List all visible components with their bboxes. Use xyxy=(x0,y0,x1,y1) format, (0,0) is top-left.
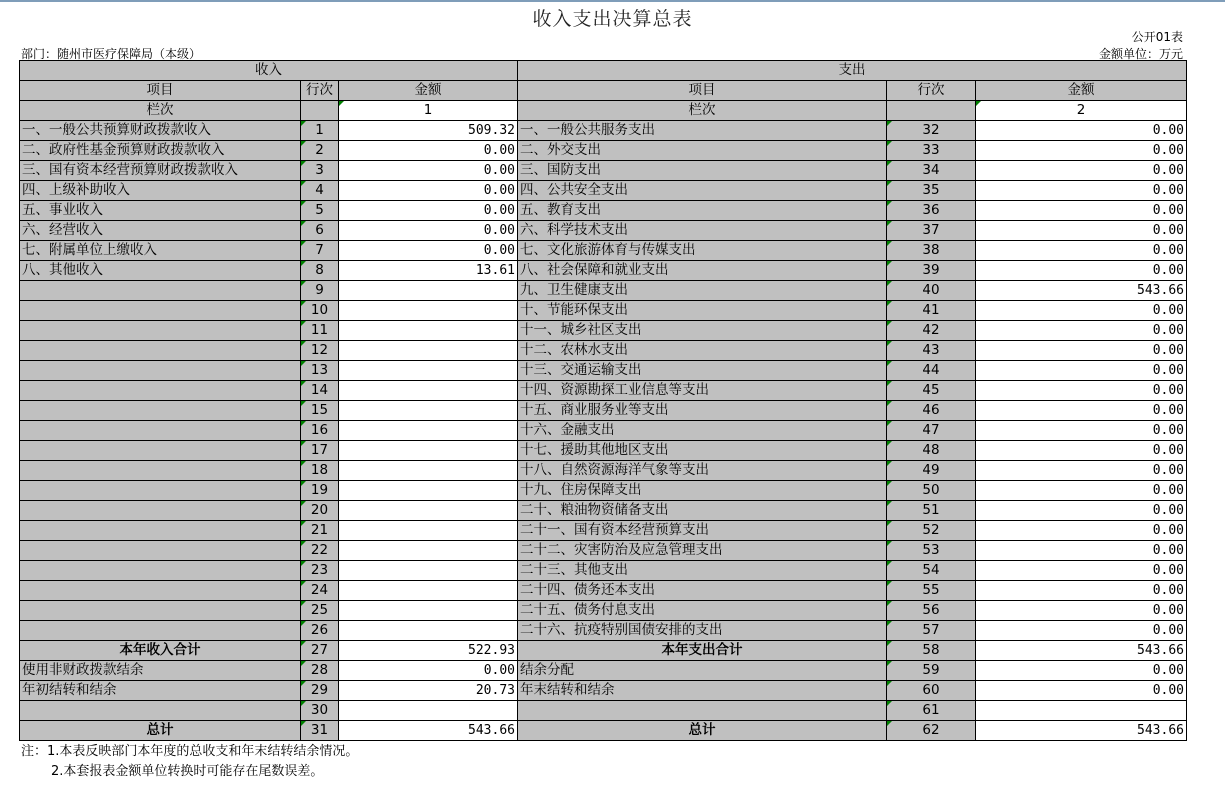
table-row xyxy=(20,161,1187,181)
income-amount-cell xyxy=(339,601,518,621)
income-item-header: 项目 xyxy=(20,81,301,101)
expense-rowno-cell: 42 xyxy=(887,321,976,341)
income-rowno-cell: 18 xyxy=(301,461,339,481)
expense-rowno-cell: 46 xyxy=(887,401,976,421)
expense-rowno-cell: 57 xyxy=(887,621,976,641)
income-rowno-cell: 24 xyxy=(301,581,339,601)
income-amount-cell: 0.00 xyxy=(339,181,518,201)
expense-item-cell: 二十一、国有资本经营预算支出 xyxy=(518,521,887,541)
expense-item-cell: 总计 xyxy=(518,721,887,741)
expense-item-cell: 三、国防支出 xyxy=(518,161,887,181)
expense-column-rowno xyxy=(887,101,976,121)
income-amount-cell xyxy=(339,561,518,581)
expense-amount-cell: 543.66 xyxy=(976,721,1187,741)
income-amount-cell xyxy=(339,521,518,541)
expense-amount-header: 金额 xyxy=(976,81,1187,101)
income-amount-cell: 0.00 xyxy=(339,241,518,261)
expense-amount-cell: 0.00 xyxy=(976,381,1187,401)
expense-amount-cell: 0.00 xyxy=(976,441,1187,461)
expense-rowno-cell: 50 xyxy=(887,481,976,501)
expense-rowno-cell: 43 xyxy=(887,341,976,361)
expense-rowno-cell: 55 xyxy=(887,581,976,601)
expense-amount-cell: 0.00 xyxy=(976,261,1187,281)
expense-header: 支出 xyxy=(518,61,1187,81)
income-amount-cell xyxy=(339,341,518,361)
income-item-cell xyxy=(20,301,301,321)
income-rowno-cell: 28 xyxy=(301,661,339,681)
expense-column-index: 2 xyxy=(976,101,1187,121)
income-rowno-cell: 17 xyxy=(301,441,339,461)
income-rowno-cell: 11 xyxy=(301,321,339,341)
expense-rowno-cell: 49 xyxy=(887,461,976,481)
income-rowno-cell: 29 xyxy=(301,681,339,701)
expense-item-cell: 十三、交通运输支出 xyxy=(518,361,887,381)
income-item-cell xyxy=(20,361,301,381)
expense-item-cell: 七、文化旅游体育与传媒支出 xyxy=(518,241,887,261)
expense-amount-cell: 0.00 xyxy=(976,341,1187,361)
expense-item-cell: 八、社会保障和就业支出 xyxy=(518,261,887,281)
expense-item-cell: 二十六、抗疫特别国债安排的支出 xyxy=(518,621,887,641)
expense-rowno-cell: 60 xyxy=(887,681,976,701)
expense-amount-cell: 0.00 xyxy=(976,401,1187,421)
expense-item-cell: 四、公共安全支出 xyxy=(518,181,887,201)
expense-rowno-cell: 48 xyxy=(887,441,976,461)
expense-item-cell: 十七、援助其他地区支出 xyxy=(518,441,887,461)
expense-amount-cell: 0.00 xyxy=(976,321,1187,341)
expense-item-cell: 十、节能环保支出 xyxy=(518,301,887,321)
income-amount-header: 金额 xyxy=(339,81,518,101)
income-item-cell: 本年收入合计 xyxy=(20,641,301,661)
expense-rowno-cell: 32 xyxy=(887,121,976,141)
footnote-1: 注：1.本表反映部门本年度的总收支和年末结转结余情况。 xyxy=(21,744,359,759)
expense-item-cell: 六、科学技术支出 xyxy=(518,221,887,241)
expense-amount-cell: 0.00 xyxy=(976,301,1187,321)
income-item-cell xyxy=(20,341,301,361)
table-row xyxy=(20,401,1187,421)
income-amount-cell: 522.93 xyxy=(339,641,518,661)
income-rowno-cell: 27 xyxy=(301,641,339,661)
table-row xyxy=(20,241,1187,261)
income-rowno-cell: 22 xyxy=(301,541,339,561)
expense-rowno-cell: 40 xyxy=(887,281,976,301)
income-item-cell xyxy=(20,581,301,601)
income-amount-cell xyxy=(339,621,518,641)
income-item-cell xyxy=(20,281,301,301)
expense-amount-cell: 0.00 xyxy=(976,561,1187,581)
income-rowno-header: 行次 xyxy=(301,81,339,101)
expense-rowno-cell: 56 xyxy=(887,601,976,621)
income-rowno-cell: 12 xyxy=(301,341,339,361)
income-rowno-cell: 9 xyxy=(301,281,339,301)
expense-item-cell: 二十四、债务还本支出 xyxy=(518,581,887,601)
income-header: 收入 xyxy=(20,61,518,81)
income-expense-table xyxy=(19,60,1187,741)
table-row xyxy=(20,461,1187,481)
income-rowno-cell: 13 xyxy=(301,361,339,381)
income-item-cell xyxy=(20,461,301,481)
income-item-cell xyxy=(20,401,301,421)
table-row xyxy=(20,381,1187,401)
income-amount-cell: 0.00 xyxy=(339,661,518,681)
income-amount-cell xyxy=(339,541,518,561)
income-rowno-cell: 16 xyxy=(301,421,339,441)
expense-item-header: 项目 xyxy=(518,81,887,101)
expense-item-cell: 二、外交支出 xyxy=(518,141,887,161)
expense-rowno-cell: 62 xyxy=(887,721,976,741)
expense-item-cell: 结余分配 xyxy=(518,661,887,681)
income-item-cell xyxy=(20,501,301,521)
expense-rowno-cell: 34 xyxy=(887,161,976,181)
income-item-cell: 六、经营收入 xyxy=(20,221,301,241)
expense-rowno-cell: 41 xyxy=(887,301,976,321)
table-row xyxy=(20,541,1187,561)
expense-item-cell: 十九、住房保障支出 xyxy=(518,481,887,501)
income-item-cell: 五、事业收入 xyxy=(20,201,301,221)
footnote-2: 2.本套报表金额单位转换时可能存在尾数误差。 xyxy=(51,764,324,779)
income-amount-cell xyxy=(339,401,518,421)
income-item-cell: 二、政府性基金预算财政拨款收入 xyxy=(20,141,301,161)
expense-rowno-cell: 53 xyxy=(887,541,976,561)
table-row xyxy=(20,701,1187,721)
income-column-index: 1 xyxy=(339,101,518,121)
expense-rowno-cell: 38 xyxy=(887,241,976,261)
income-rowno-cell: 4 xyxy=(301,181,339,201)
income-amount-cell xyxy=(339,281,518,301)
expense-amount-cell: 0.00 xyxy=(976,201,1187,221)
income-rowno-cell: 21 xyxy=(301,521,339,541)
income-amount-cell xyxy=(339,481,518,501)
income-item-cell xyxy=(20,541,301,561)
expense-amount-cell: 0.00 xyxy=(976,521,1187,541)
expense-item-cell xyxy=(518,701,887,721)
income-item-cell xyxy=(20,521,301,541)
expense-amount-cell: 543.66 xyxy=(976,281,1187,301)
income-rowno-cell: 10 xyxy=(301,301,339,321)
table-row xyxy=(20,261,1187,281)
income-item-cell xyxy=(20,381,301,401)
income-item-cell xyxy=(20,481,301,501)
income-item-cell xyxy=(20,621,301,641)
income-amount-cell xyxy=(339,321,518,341)
table-row xyxy=(20,221,1187,241)
income-item-cell: 八、其他收入 xyxy=(20,261,301,281)
expense-amount-cell: 0.00 xyxy=(976,461,1187,481)
income-amount-cell xyxy=(339,381,518,401)
expense-item-cell: 年末结转和结余 xyxy=(518,681,887,701)
expense-amount-cell: 543.66 xyxy=(976,641,1187,661)
income-item-cell xyxy=(20,441,301,461)
expense-amount-cell: 0.00 xyxy=(976,621,1187,641)
department-label: 部门：随州市医疗保障局（本级） xyxy=(21,47,202,61)
income-amount-cell: 0.00 xyxy=(339,141,518,161)
income-amount-cell: 20.73 xyxy=(339,681,518,701)
income-item-cell xyxy=(20,701,301,721)
table-row xyxy=(20,181,1187,201)
income-rowno-cell: 30 xyxy=(301,701,339,721)
table-row xyxy=(20,521,1187,541)
table-row xyxy=(20,721,1187,741)
income-amount-cell: 543.66 xyxy=(339,721,518,741)
expense-item-cell: 十四、资源勘探工业信息等支出 xyxy=(518,381,887,401)
expense-amount-cell: 0.00 xyxy=(976,661,1187,681)
income-item-cell xyxy=(20,601,301,621)
income-rowno-cell: 6 xyxy=(301,221,339,241)
income-rowno-cell: 25 xyxy=(301,601,339,621)
income-amount-cell: 0.00 xyxy=(339,221,518,241)
expense-item-cell: 十六、金融支出 xyxy=(518,421,887,441)
table-row xyxy=(20,501,1187,521)
table-row xyxy=(20,681,1187,701)
income-rowno-cell: 20 xyxy=(301,501,339,521)
income-amount-cell xyxy=(339,421,518,441)
income-rowno-cell: 3 xyxy=(301,161,339,181)
expense-item-cell: 二十三、其他支出 xyxy=(518,561,887,581)
income-rowno-cell: 15 xyxy=(301,401,339,421)
expense-rowno-cell: 33 xyxy=(887,141,976,161)
table-row xyxy=(20,421,1187,441)
income-rowno-cell: 8 xyxy=(301,261,339,281)
expense-item-cell: 本年支出合计 xyxy=(518,641,887,661)
table-row xyxy=(20,641,1187,661)
expense-amount-cell: 0.00 xyxy=(976,481,1187,501)
income-rowno-cell: 23 xyxy=(301,561,339,581)
table-row xyxy=(20,201,1187,221)
expense-amount-cell: 0.00 xyxy=(976,121,1187,141)
expense-item-cell: 十二、农林水支出 xyxy=(518,341,887,361)
expense-item-cell: 二十、粮油物资储备支出 xyxy=(518,501,887,521)
unit-label: 金额单位：万元 xyxy=(1098,47,1183,61)
income-amount-cell: 0.00 xyxy=(339,201,518,221)
table-row xyxy=(20,621,1187,641)
table-row xyxy=(20,601,1187,621)
expense-amount-cell: 0.00 xyxy=(976,181,1187,201)
income-amount-cell xyxy=(339,501,518,521)
income-amount-cell xyxy=(339,581,518,601)
income-item-cell: 使用非财政拨款结余 xyxy=(20,661,301,681)
table-row xyxy=(20,481,1187,501)
income-amount-cell: 509.32 xyxy=(339,121,518,141)
expense-item-cell: 一、一般公共服务支出 xyxy=(518,121,887,141)
expense-item-cell: 二十二、灾害防治及应急管理支出 xyxy=(518,541,887,561)
income-item-cell xyxy=(20,421,301,441)
expense-amount-cell: 0.00 xyxy=(976,221,1187,241)
table-row xyxy=(20,121,1187,141)
table-row xyxy=(20,581,1187,601)
income-rowno-cell: 19 xyxy=(301,481,339,501)
income-amount-cell xyxy=(339,441,518,461)
expense-rowno-cell: 59 xyxy=(887,661,976,681)
expense-rowno-cell: 47 xyxy=(887,421,976,441)
income-column-label: 栏次 xyxy=(20,101,301,121)
income-item-cell xyxy=(20,321,301,341)
income-rowno-cell: 1 xyxy=(301,121,339,141)
table-row xyxy=(20,661,1187,681)
expense-rowno-cell: 36 xyxy=(887,201,976,221)
income-amount-cell xyxy=(339,301,518,321)
income-amount-cell xyxy=(339,461,518,481)
income-item-cell: 七、附属单位上缴收入 xyxy=(20,241,301,261)
table-row xyxy=(20,341,1187,361)
expense-rowno-cell: 44 xyxy=(887,361,976,381)
income-rowno-cell: 31 xyxy=(301,721,339,741)
expense-rowno-header: 行次 xyxy=(887,81,976,101)
expense-item-cell: 十五、商业服务业等支出 xyxy=(518,401,887,421)
income-rowno-cell: 26 xyxy=(301,621,339,641)
table-row xyxy=(20,141,1187,161)
footnotes xyxy=(21,742,358,782)
table-row xyxy=(20,281,1187,301)
table-row xyxy=(20,301,1187,321)
expense-rowno-cell: 61 xyxy=(887,701,976,721)
expense-amount-cell: 0.00 xyxy=(976,501,1187,521)
expense-amount-cell xyxy=(976,701,1187,721)
table-row xyxy=(20,441,1187,461)
expense-amount-cell: 0.00 xyxy=(976,241,1187,261)
expense-item-cell: 十一、城乡社区支出 xyxy=(518,321,887,341)
expense-item-cell: 五、教育支出 xyxy=(518,201,887,221)
income-column-rowno xyxy=(301,101,339,121)
expense-amount-cell: 0.00 xyxy=(976,161,1187,181)
table-row xyxy=(20,321,1187,341)
expense-amount-cell: 0.00 xyxy=(976,361,1187,381)
expense-amount-cell: 0.00 xyxy=(976,141,1187,161)
expense-item-cell: 十八、自然资源海洋气象等支出 xyxy=(518,461,887,481)
expense-amount-cell: 0.00 xyxy=(976,541,1187,561)
income-amount-cell xyxy=(339,361,518,381)
top-border xyxy=(0,0,1225,2)
expense-rowno-cell: 52 xyxy=(887,521,976,541)
expense-rowno-cell: 51 xyxy=(887,501,976,521)
income-rowno-cell: 14 xyxy=(301,381,339,401)
report-title: 收入支出决算总表 xyxy=(532,8,693,30)
expense-amount-cell: 0.00 xyxy=(976,681,1187,701)
table-row xyxy=(20,561,1187,581)
income-amount-cell: 0.00 xyxy=(339,161,518,181)
expense-rowno-cell: 54 xyxy=(887,561,976,581)
income-rowno-cell: 7 xyxy=(301,241,339,261)
expense-amount-cell: 0.00 xyxy=(976,581,1187,601)
expense-amount-cell: 0.00 xyxy=(976,601,1187,621)
form-code: 公开01表 xyxy=(1131,30,1183,44)
expense-item-cell: 二十五、债务付息支出 xyxy=(518,601,887,621)
income-item-cell: 三、国有资本经营预算财政拨款收入 xyxy=(20,161,301,181)
income-amount-cell xyxy=(339,701,518,721)
income-amount-cell: 13.61 xyxy=(339,261,518,281)
income-item-cell: 总计 xyxy=(20,721,301,741)
expense-rowno-cell: 45 xyxy=(887,381,976,401)
expense-rowno-cell: 37 xyxy=(887,221,976,241)
expense-item-cell: 九、卫生健康支出 xyxy=(518,281,887,301)
income-item-cell xyxy=(20,561,301,581)
income-item-cell: 年初结转和结余 xyxy=(20,681,301,701)
table-row xyxy=(20,361,1187,381)
income-item-cell: 四、上级补助收入 xyxy=(20,181,301,201)
expense-amount-cell: 0.00 xyxy=(976,421,1187,441)
income-item-cell: 一、一般公共预算财政拨款收入 xyxy=(20,121,301,141)
income-rowno-cell: 2 xyxy=(301,141,339,161)
income-rowno-cell: 5 xyxy=(301,201,339,221)
expense-rowno-cell: 58 xyxy=(887,641,976,661)
expense-rowno-cell: 35 xyxy=(887,181,976,201)
expense-column-label: 栏次 xyxy=(518,101,887,121)
expense-rowno-cell: 39 xyxy=(887,261,976,281)
